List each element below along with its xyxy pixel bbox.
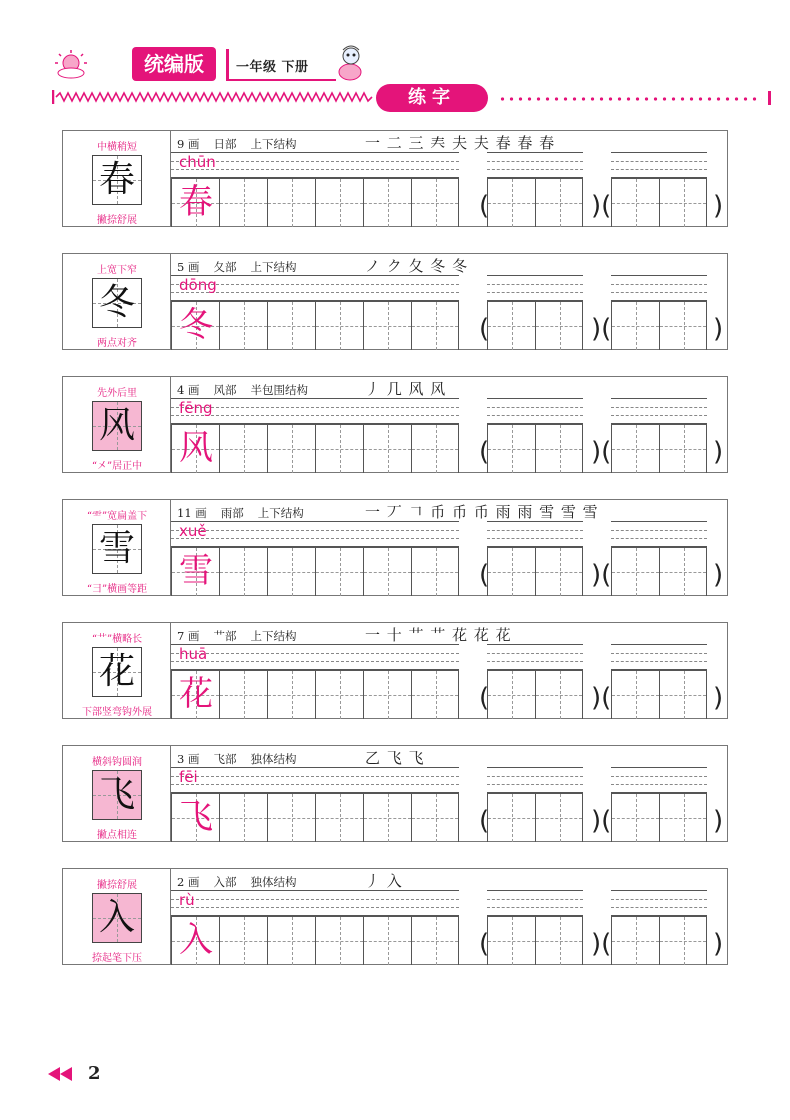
writing-cell[interactable] <box>535 425 583 473</box>
model-character-box <box>92 893 142 943</box>
writing-tip-top: 先外后里 <box>97 388 137 399</box>
writing-cell[interactable] <box>535 794 583 842</box>
writing-cell[interactable] <box>659 794 707 842</box>
sample-character: 雪 <box>179 551 213 591</box>
char-meta <box>177 874 310 890</box>
answer-parenthesis: ( <box>479 191 490 221</box>
radical: 日部 <box>213 137 237 151</box>
answer-parenthesis: ( <box>479 314 490 344</box>
model-character: 花 <box>98 651 135 692</box>
writing-cell[interactable] <box>611 548 659 596</box>
writing-cell[interactable] <box>535 671 583 719</box>
radical: 飞部 <box>213 752 237 766</box>
pinyin-guide-lines <box>487 275 583 301</box>
structure: 独体结构 <box>250 752 297 766</box>
answer-parenthesis: )( <box>591 929 612 959</box>
answer-parenthesis: ( <box>479 806 490 836</box>
writing-cell[interactable] <box>659 548 707 596</box>
char-meta <box>177 382 322 398</box>
pinyin-guide-lines <box>611 521 707 547</box>
pinyin-guide-lines <box>171 398 459 424</box>
writing-cell[interactable] <box>219 794 267 842</box>
pinyin-guide-lines <box>171 521 459 547</box>
stroke-count: 2 画 <box>177 875 200 889</box>
sample-character: 飞 <box>179 797 213 837</box>
pinyin-guide-lines <box>171 767 459 793</box>
char-meta <box>177 751 310 767</box>
sample-character: 入 <box>179 920 213 960</box>
pinyin-guide-lines <box>611 890 707 916</box>
writing-cell[interactable] <box>487 917 535 965</box>
practice-row <box>62 130 728 227</box>
pinyin: fēi <box>179 768 198 786</box>
sample-character: 春 <box>179 182 213 222</box>
writing-cell[interactable] <box>267 425 315 473</box>
model-character: 风 <box>98 405 135 446</box>
edition-divider <box>226 49 229 79</box>
practice-row <box>62 745 728 842</box>
pinyin-guide-lines <box>487 767 583 793</box>
pinyin-guide-lines <box>487 398 583 424</box>
wavy-line-decoration <box>52 88 374 106</box>
writing-cell[interactable] <box>363 302 411 350</box>
writing-cell[interactable] <box>267 302 315 350</box>
pinyin-guide-lines <box>487 644 583 670</box>
char-info-box <box>63 500 171 595</box>
model-character-box <box>92 278 142 328</box>
writing-grid <box>611 178 707 226</box>
answer-parenthesis: )( <box>591 560 612 590</box>
stroke-count: 9 画 <box>177 137 200 151</box>
answer-parenthesis: ) <box>713 806 724 836</box>
writing-cell[interactable] <box>487 302 535 350</box>
writing-cell[interactable] <box>363 671 411 719</box>
writing-tip-bottom: 捺起笔下压 <box>92 953 142 964</box>
page-header <box>40 40 760 120</box>
writing-grid <box>487 916 583 964</box>
sample-character: 风 <box>179 428 213 468</box>
structure: 独体结构 <box>250 875 297 889</box>
writing-tip-bottom: 两点对齐 <box>97 338 137 349</box>
writing-cell[interactable] <box>487 671 535 719</box>
stroke-count: 11 画 <box>177 506 207 520</box>
dotted-line-decoration <box>498 97 762 101</box>
writing-grid <box>611 547 707 595</box>
answer-parenthesis: ) <box>713 929 724 959</box>
writing-cell[interactable] <box>219 548 267 596</box>
writing-cell[interactable] <box>315 794 363 842</box>
writing-tip-top: 中横稍短 <box>97 142 137 153</box>
writing-cell[interactable] <box>487 548 535 596</box>
practice-row <box>62 376 728 473</box>
writing-cell[interactable] <box>659 425 707 473</box>
answer-parenthesis: )( <box>591 806 612 836</box>
writing-cell[interactable] <box>219 425 267 473</box>
stroke-order: 一 二 三 𡗗 夫 夫 春 春 春 <box>365 134 556 152</box>
stroke-count: 3 画 <box>177 752 200 766</box>
pinyin-guide-lines <box>611 398 707 424</box>
writing-grid <box>487 547 583 595</box>
practice-row <box>62 253 728 350</box>
writing-cell[interactable] <box>363 794 411 842</box>
writing-cell[interactable] <box>535 179 583 227</box>
model-character-box <box>92 647 142 697</box>
writing-cell[interactable] <box>219 179 267 227</box>
writing-cell[interactable] <box>315 425 363 473</box>
practice-row <box>62 622 728 719</box>
char-meta <box>177 136 310 152</box>
writing-cell[interactable] <box>363 917 411 965</box>
writing-cell[interactable] <box>611 794 659 842</box>
writing-tip-top: “艹”横略长 <box>91 634 143 645</box>
writing-grid <box>611 916 707 964</box>
writing-cell[interactable] <box>219 917 267 965</box>
writing-tip-bottom: “彐”横画等距 <box>86 584 148 595</box>
dotted-line-end <box>768 91 771 105</box>
writing-cell[interactable] <box>363 425 411 473</box>
sample-character: 冬 <box>179 305 213 345</box>
writing-cell[interactable] <box>659 917 707 965</box>
writing-cell[interactable] <box>363 179 411 227</box>
writing-grid <box>611 793 707 841</box>
writing-cell[interactable] <box>315 302 363 350</box>
writing-cell[interactable] <box>659 671 707 719</box>
answer-parenthesis: )( <box>591 314 612 344</box>
writing-tip-top: 上宽下窄 <box>97 265 137 276</box>
writing-cell[interactable] <box>487 179 535 227</box>
section-title: 练字 <box>376 84 488 112</box>
writing-grid <box>487 301 583 349</box>
char-info-box <box>63 746 171 841</box>
model-character-box <box>92 770 142 820</box>
page-number: 2 <box>88 1063 101 1084</box>
structure: 上下结构 <box>250 629 297 643</box>
answer-parenthesis: ( <box>479 683 490 713</box>
pinyin-guide-lines <box>171 644 459 670</box>
stroke-order: 乙 飞 飞 <box>365 749 425 767</box>
char-meta <box>177 259 310 275</box>
writing-cell[interactable] <box>267 548 315 596</box>
answer-parenthesis: ) <box>713 683 724 713</box>
writing-cell[interactable] <box>315 548 363 596</box>
writing-cell[interactable] <box>315 917 363 965</box>
stroke-order: 一 丆 𠃍 币 币 币 雨 雨 雪 雪 雪 <box>365 503 599 521</box>
edition-underline <box>226 79 336 81</box>
writing-grid <box>487 178 583 226</box>
char-info-box <box>63 131 171 226</box>
pinyin: chūn <box>179 153 216 171</box>
writing-cell[interactable] <box>411 425 459 473</box>
stroke-count: 4 画 <box>177 383 200 397</box>
pinyin-guide-lines <box>611 152 707 178</box>
stroke-order: 丿 入 <box>365 872 403 890</box>
edition-badge: 统编版 <box>132 47 216 81</box>
mascot-icon <box>336 44 366 82</box>
pinyin: dōng <box>179 276 217 294</box>
writing-cell[interactable] <box>411 302 459 350</box>
radical: 艹部 <box>213 629 237 643</box>
model-character: 春 <box>98 159 135 200</box>
writing-grid <box>611 670 707 718</box>
writing-cell[interactable] <box>219 302 267 350</box>
writing-cell[interactable] <box>411 917 459 965</box>
writing-cell[interactable] <box>535 548 583 596</box>
writing-cell[interactable] <box>487 794 535 842</box>
practice-list <box>62 130 728 991</box>
writing-cell[interactable] <box>611 917 659 965</box>
pinyin: huā <box>179 645 208 663</box>
model-character-box <box>92 524 142 574</box>
writing-tip-bottom: 撇点相连 <box>97 830 137 841</box>
pinyin-guide-lines <box>487 521 583 547</box>
char-meta <box>177 505 318 521</box>
writing-cell[interactable] <box>659 302 707 350</box>
pinyin-guide-lines <box>487 890 583 916</box>
pinyin-guide-lines <box>487 152 583 178</box>
stroke-count: 5 画 <box>177 260 200 274</box>
practice-row <box>62 499 728 596</box>
writing-cell[interactable] <box>535 917 583 965</box>
model-character-box <box>92 401 142 451</box>
answer-parenthesis: )( <box>591 191 612 221</box>
answer-parenthesis: ) <box>713 191 724 221</box>
writing-tip-top: 撇捺舒展 <box>97 880 137 891</box>
stroke-order: 丿 几 风 风 <box>365 380 447 398</box>
model-character-box <box>92 155 142 205</box>
writing-cell[interactable] <box>535 302 583 350</box>
stroke-order: ノ ク 夂 冬 冬 <box>365 257 469 275</box>
pinyin-guide-lines <box>611 767 707 793</box>
writing-cell[interactable] <box>267 794 315 842</box>
answer-parenthesis: ) <box>713 560 724 590</box>
writing-cell[interactable] <box>611 425 659 473</box>
writing-tip-top: 横斜钩圆润 <box>92 757 142 768</box>
model-character: 飞 <box>98 774 135 815</box>
writing-cell[interactable] <box>411 548 459 596</box>
writing-grid <box>487 793 583 841</box>
writing-cell[interactable] <box>411 671 459 719</box>
grade-label: 一年级 下册 <box>236 60 309 75</box>
answer-parenthesis: ( <box>479 560 490 590</box>
writing-cell[interactable] <box>411 179 459 227</box>
pinyin: fēng <box>179 399 213 417</box>
structure: 上下结构 <box>250 260 297 274</box>
model-character: 入 <box>98 897 135 938</box>
pinyin-guide-lines <box>171 890 459 916</box>
model-character: 雪 <box>98 528 135 569</box>
char-meta <box>177 628 310 644</box>
radical: 夂部 <box>213 260 237 274</box>
radical: 入部 <box>213 875 237 889</box>
writing-tip-bottom: “㐅”居正中 <box>91 461 143 472</box>
pinyin: xuě <box>179 522 207 540</box>
writing-cell[interactable] <box>315 671 363 719</box>
model-character: 冬 <box>98 282 135 323</box>
radical: 风部 <box>213 383 237 397</box>
writing-grid <box>487 424 583 472</box>
writing-cell[interactable] <box>611 671 659 719</box>
pinyin: rù <box>179 891 195 909</box>
answer-parenthesis: ( <box>479 437 490 467</box>
writing-tip-top: “⻗”宽扁盖下 <box>86 511 148 522</box>
writing-cell[interactable] <box>219 671 267 719</box>
writing-grid <box>487 670 583 718</box>
writing-cell[interactable] <box>363 548 411 596</box>
answer-parenthesis: )( <box>591 437 612 467</box>
writing-cell[interactable] <box>659 179 707 227</box>
char-info-box <box>63 254 171 349</box>
radical: 雨部 <box>220 506 244 520</box>
writing-grid <box>611 424 707 472</box>
answer-parenthesis: ) <box>713 314 724 344</box>
stroke-order: 一 十 艹 艹 花 花 花 <box>365 626 512 644</box>
writing-cell[interactable] <box>267 671 315 719</box>
pinyin-guide-lines <box>611 275 707 301</box>
double-arrow-left-icon <box>48 1067 74 1081</box>
pinyin-guide-lines <box>611 644 707 670</box>
writing-tip-bottom: 下部竖弯钩外展 <box>82 707 152 718</box>
char-info-box <box>63 869 171 964</box>
writing-grid <box>611 301 707 349</box>
writing-cell[interactable] <box>315 179 363 227</box>
writing-cell[interactable] <box>611 302 659 350</box>
practice-row <box>62 868 728 965</box>
answer-parenthesis: )( <box>591 683 612 713</box>
writing-cell[interactable] <box>267 917 315 965</box>
writing-cell[interactable] <box>411 794 459 842</box>
char-info-box <box>63 377 171 472</box>
answer-parenthesis: ) <box>713 437 724 467</box>
answer-parenthesis: ( <box>479 929 490 959</box>
char-info-box <box>63 623 171 718</box>
stroke-count: 7 画 <box>177 629 200 643</box>
writing-cell[interactable] <box>267 179 315 227</box>
structure: 上下结构 <box>250 137 297 151</box>
structure: 上下结构 <box>257 506 304 520</box>
writing-cell[interactable] <box>487 425 535 473</box>
writing-cell[interactable] <box>611 179 659 227</box>
structure: 半包围结构 <box>250 383 308 397</box>
writing-tip-bottom: 撇捺舒展 <box>97 215 137 226</box>
sun-cloud-icon <box>54 50 88 80</box>
sample-character: 花 <box>179 674 213 714</box>
